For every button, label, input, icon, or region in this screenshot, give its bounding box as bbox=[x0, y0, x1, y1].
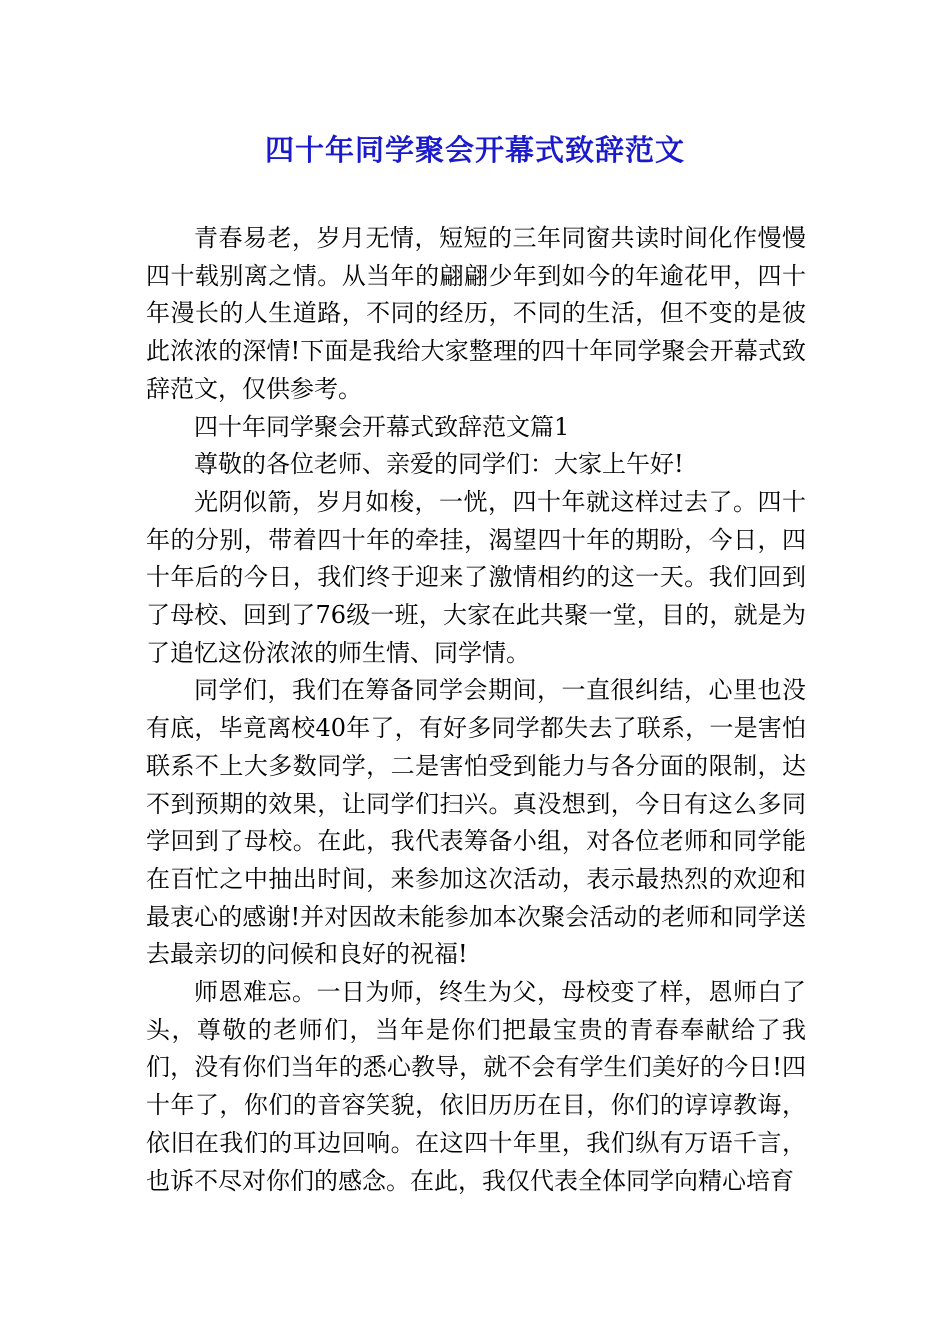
document-body bbox=[146, 220, 806, 1200]
paragraph-greeting: 尊敬的各位老师、亲爱的同学们：大家上午好! bbox=[194, 450, 684, 479]
paragraph-intro: 青春易老，岁月无情，短短的三年同窗共读时间化作慢慢四十载别离之情。从当年的翩翩少年到如今的年逾花甲，四十年漫长的人生道路，不同的经历，不同的生活，但不变的是彼此浓浓的深情!下面是我给大家整理的四十年同学聚会开幕式致辞范文，仅供参考。 bbox=[146, 224, 806, 403]
document-title: 四十年同学聚会开幕式致辞范文 bbox=[264, 133, 685, 167]
paragraph-body-3: 师恩难忘。一日为师，终生为父，母校变了样，恩师白了头，尊敬的老师们，当年是你们把最宝贵的青春奉献给了我们，没有你们当年的悉心教导，就不会有学生们美好的今日!四十年了，你们的音容笑貌，依旧历历在目，你们的谆谆教诲，依旧在我们的耳边回响。在这四十年里，我们纵有万语千言，也诉不尽对你们的感念。在此，我仅代表全体同学向精心培育 bbox=[146, 978, 806, 1195]
paragraph-body-2: 同学们，我们在筹备同学会期间，一直很纠结，心里也没有底，毕竟离校40年了，有好多同学都失去了联系，一是害怕联系不上大多数同学，二是害怕受到能力与各分面的限制，达不到预期的效果，让同学们扫兴。真没想到，今日有这么多同学回到了母校。在此，我代表筹备小组，对各位老师和同学能在百忙之中抽出时间，来参加这次活动，表示最热烈的欢迎和最衷心的感谢!并对因故未能参加本次聚会活动的老师和同学送去最亲切的问候和良好的祝福! bbox=[146, 676, 806, 969]
paragraph-section-heading: 四十年同学聚会开幕式致辞范文篇1 bbox=[194, 412, 570, 441]
paragraph-body-1: 光阴似箭，岁月如梭，一恍，四十年就这样过去了。四十年的分别，带着四十年的牵挂，渴望四十年的期盼，今日，四十年后的今日，我们终于迎来了激情相约的这一天。我们回到了母校、回到了76级一班，大家在此共聚一堂，目的，就是为了追忆这份浓浓的师生情、同学情。 bbox=[146, 487, 806, 667]
